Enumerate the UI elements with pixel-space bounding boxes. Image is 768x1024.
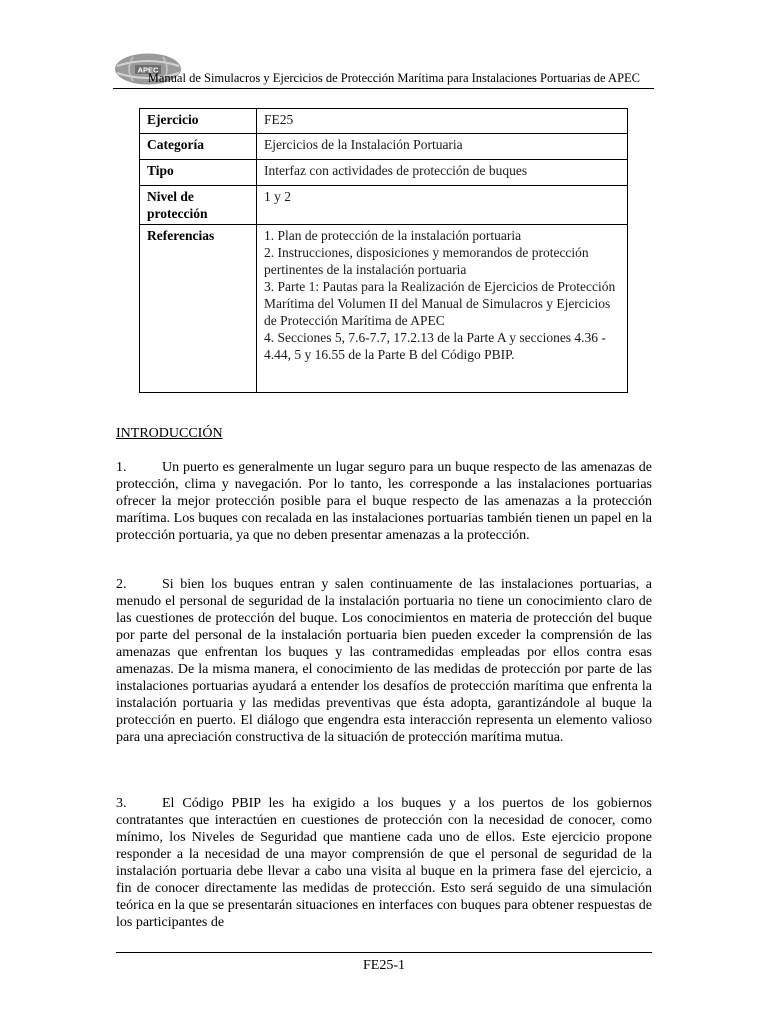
reference-item: 3. Parte 1: Pautas para la Realización de Ejercicios de Protección Marítima del Volumen II del Manual de Simulacros y Ejercicios de Protección Marítima de APEC	[264, 279, 616, 328]
paragraph-number: 1.	[116, 460, 127, 475]
header-rule	[113, 88, 654, 89]
logo-text: APEC	[137, 65, 159, 75]
footer-rule	[116, 952, 652, 953]
header-title: Manual de Simulacros y Ejercicios de Protección Marítima para Instalaciones Portuarias de APEC	[147, 71, 640, 85]
table-row	[140, 186, 628, 225]
row-value-ejercicio: FE25	[257, 109, 628, 134]
paragraph-2	[116, 576, 652, 746]
paragraph-number: 3.	[116, 796, 127, 811]
row-label-categoria: Categoría	[140, 134, 257, 160]
page-number: FE25-1	[363, 958, 405, 973]
paragraph-1	[116, 459, 652, 544]
row-label-ejercicio: Ejercicio	[140, 109, 257, 134]
row-value-categoria: Ejercicios de la Instalación Portuaria	[257, 134, 628, 160]
table-row	[140, 134, 628, 160]
table-row	[140, 225, 628, 393]
row-label-referencias: Referencias	[140, 225, 257, 393]
page-header	[113, 52, 654, 90]
row-label-tipo: Tipo	[140, 160, 257, 186]
paragraph-text: Un puerto es generalmente un lugar seguro para un buque respecto de las amenazas de protección, clima y navegación. Por lo tanto, les corresponde a las instalaciones portuarias ofrecer la mejor protección posible para el buque respecto de las amenazas a la protección marítima. Los buques con recalada en las instalaciones portuarias también tienen un papel en la protección portuaria, ya que no deben presentar amenazas a la protección.	[116, 460, 652, 543]
exercise-info-table	[139, 108, 628, 393]
paragraph-text: El Código PBIP les ha exigido a los buques y a los puertos de los gobiernos contratantes que interactúen en cuestiones de protección con la necesidad de conocer, como mínimo, los Niveles de Seguridad que mantiene cada uno de ellos. Este ejercicio propone responder a la necesidad de una mayor comprensión de que el personal de seguridad de la instalación portuaria debe llevar a cabo una visita al buque en la primera fase del ejercicio, a fin de conocer directamente las medidas de protección. Esto será seguido de una simulación teórica en la que se presentarán situaciones en interfaces con buques para obtener respuestas de los participantes de	[116, 796, 652, 930]
paragraph-3	[116, 795, 652, 931]
paragraph-text: Si bien los buques entran y salen continuamente de las instalaciones portuarias, a menudo el personal de seguridad de la instalación portuaria no tiene un conocimiento claro de las cuestiones de protección del buque. Los conocimientos en materia de protección del buque por parte del personal de la instalación portuaria bien pueden exceder la comprensión de las amenazas que enfrentan los buques y las contramedidas empleadas por ellos contra esas amenazas. De la misma manera, el conocimiento de las medidas de protección por parte de las instalaciones portuarias ayudará a entender los desafíos de protección marítima que enfrenta la instalación portuaria y las medidas preventivas que ésta adopta, garantizándole al buque la protección en puerto. El diálogo que engendra esta interacción representa un elemento valioso para una apreciación constructiva de la situación de protección marítima mutua.	[116, 577, 652, 745]
references-list	[257, 225, 628, 393]
section-title-introduccion: INTRODUCCIÓN	[116, 426, 223, 441]
row-label-nivel: Nivel de protección	[140, 186, 257, 225]
reference-item: 1. Plan de protección de la instalación portuaria	[264, 228, 522, 243]
row-value-nivel: 1 y 2	[257, 186, 628, 225]
table-row	[140, 160, 628, 186]
paragraph-number: 2.	[116, 577, 127, 592]
table-row	[140, 109, 628, 134]
reference-item: 2. Instrucciones, disposiciones y memorandos de protección pertinentes de la instalación portuaria	[264, 245, 589, 277]
row-value-tipo: Interfaz con actividades de protección de buques	[257, 160, 628, 186]
reference-item: 4. Secciones 5, 7.6-7.7, 17.2.13 de la Parte A y secciones 4.36 - 4.44, 5 y 16.55 de la Parte B del Código PBIP.	[264, 330, 606, 362]
